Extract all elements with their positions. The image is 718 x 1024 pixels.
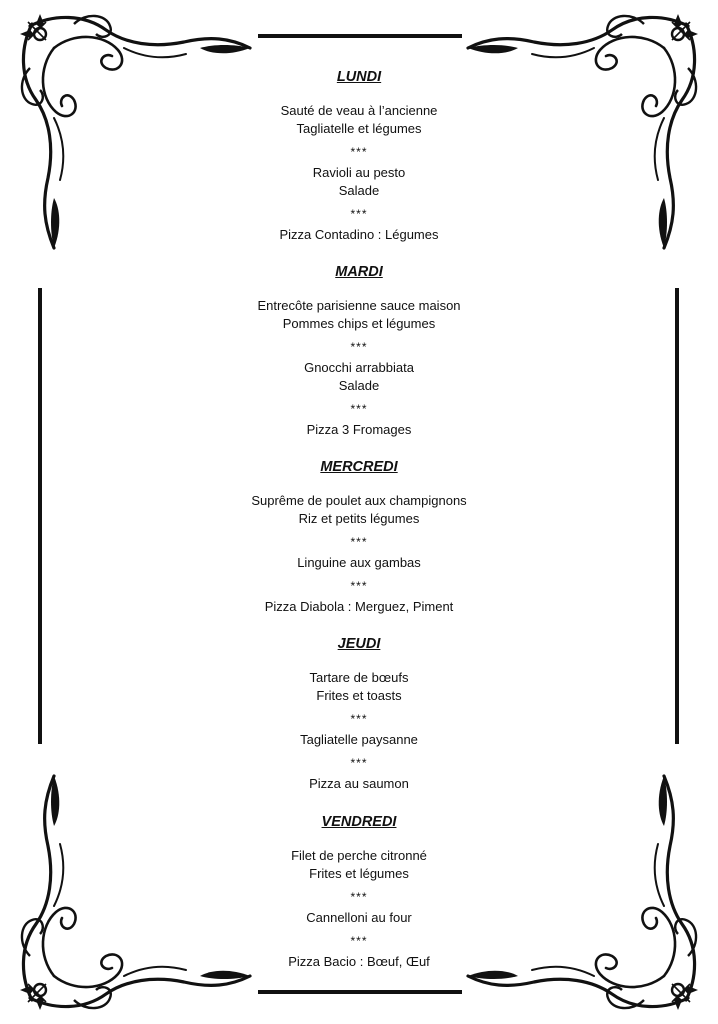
- course-separator: ***: [350, 712, 368, 726]
- dish-line: Pizza 3 Fromages: [306, 422, 412, 437]
- course-separator: ***: [350, 207, 368, 221]
- course-separator: ***: [350, 145, 368, 159]
- course-separator: ***: [350, 535, 368, 549]
- bottom-rule: [258, 990, 462, 994]
- dish-line: Linguine aux gambas: [297, 555, 421, 570]
- dish-line: Riz et petits légumes: [298, 511, 420, 526]
- day-section-mercredi: [140, 458, 578, 616]
- dish-line: Ravioli au pesto: [312, 165, 406, 180]
- day-title: MERCREDI: [320, 459, 398, 475]
- day-section-jeudi: [140, 635, 578, 793]
- dish-line: Frites et toasts: [316, 688, 402, 703]
- dish-line: Tagliatelle et légumes: [296, 121, 422, 136]
- dish-line: Sauté de veau à l’ancienne: [280, 103, 438, 118]
- course-separator: ***: [350, 579, 368, 593]
- dish-line: Cannelloni au four: [306, 910, 412, 925]
- dish-line: Pizza Bacio : Bœuf, Œuf: [288, 954, 430, 969]
- day-section-lundi: [140, 68, 578, 244]
- course-separator: ***: [350, 934, 368, 948]
- dish-line: Suprême de poulet aux champignons: [251, 493, 467, 508]
- dish-line: Pizza Diabola : Merguez, Piment: [264, 599, 454, 614]
- dish-line: Pizza au saumon: [309, 776, 409, 791]
- dish-line: Tartare de bœufs: [309, 670, 409, 685]
- day-title: VENDREDI: [321, 814, 397, 830]
- day-title: MARDI: [335, 264, 383, 280]
- dish-line: Entrecôte parisienne sauce maison: [257, 298, 461, 313]
- day-section-mardi: [140, 263, 578, 439]
- day-section-vendredi: [140, 813, 578, 971]
- course-separator: ***: [350, 756, 368, 770]
- dish-line: Tagliatelle paysanne: [300, 732, 418, 747]
- dish-line: Salade: [338, 378, 380, 393]
- left-rule: [38, 288, 42, 744]
- day-title: LUNDI: [336, 69, 382, 85]
- dish-line: Pommes chips et légumes: [282, 316, 436, 331]
- day-title: JEUDI: [337, 636, 381, 652]
- top-rule: [258, 34, 462, 38]
- dish-line: Filet de perche citronné: [291, 848, 427, 863]
- course-separator: ***: [350, 340, 368, 354]
- dish-line: Salade: [338, 183, 380, 198]
- right-rule: [675, 288, 679, 744]
- dish-line: Pizza Contadino : Légumes: [279, 227, 439, 242]
- course-separator: ***: [350, 402, 368, 416]
- dish-line: Gnocchi arrabbiata: [304, 360, 414, 375]
- dish-line: Frites et légumes: [309, 866, 409, 881]
- course-separator: ***: [350, 890, 368, 904]
